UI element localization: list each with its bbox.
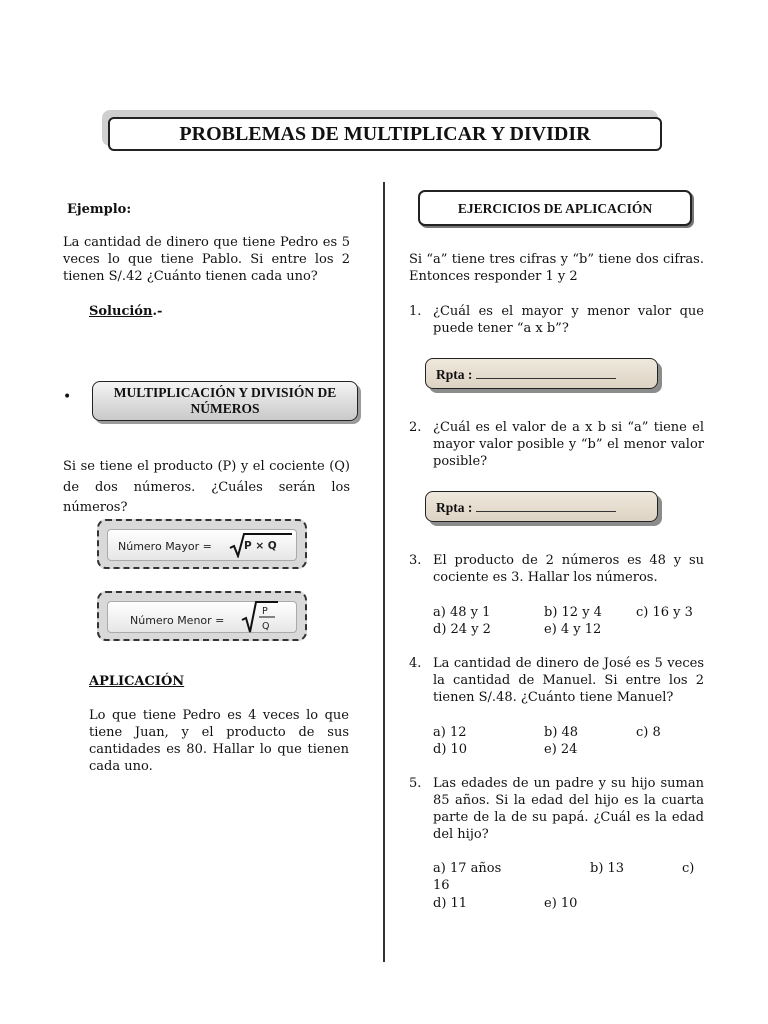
question-number: 3. — [409, 553, 422, 568]
formula-major-expr: P × Q — [244, 540, 277, 552]
question-number: 2. — [409, 420, 422, 435]
option: e) 4 y 12 — [544, 622, 602, 637]
section-title-box — [92, 381, 358, 421]
question-1 — [409, 303, 704, 337]
formula-minor-den: Q — [262, 621, 270, 632]
section-title-line-2: NÚMEROS — [190, 401, 260, 416]
option: d) 10 — [433, 742, 468, 757]
example-text: La cantidad de dinero que tiene Pedro es 5 veces lo que tiene Pablo. Si entre los 2 tienen S/.42 ¿Cuánto tienen cada uno? — [63, 235, 350, 284]
option: d) 24 y 2 — [433, 622, 491, 637]
option: a) 48 y 1 — [433, 605, 491, 620]
bullet-marker: • — [63, 389, 72, 405]
example-label: Ejemplo: — [67, 202, 132, 217]
answer-blank[interactable] — [476, 499, 616, 512]
formula-major-label: Número Mayor = — [118, 540, 212, 553]
solution-suffix: .- — [152, 304, 163, 319]
answer-box-2 — [425, 491, 658, 522]
question-5 — [409, 775, 704, 843]
question-3 — [409, 552, 704, 586]
question-text: ¿Cuál es el valor de a x b si “a” tiene el mayor valor posible y “b” el menor valor posible? — [433, 420, 704, 469]
question-text: El producto de 2 números es 48 y su cociente es 3. Hallar los números. — [433, 553, 704, 585]
answer-blank[interactable] — [476, 366, 616, 379]
page-title: PROBLEMAS DE MULTIPLICAR Y DIVIDIR — [108, 117, 662, 151]
formula-major-panel — [107, 529, 297, 561]
question-number: 4. — [409, 656, 422, 671]
column-divider — [383, 182, 385, 962]
option: c) — [682, 861, 695, 876]
question-text: ¿Cuál es el mayor y menor valor que puede tener “a x b”? — [433, 304, 704, 336]
formula-minor-panel — [107, 601, 297, 633]
question-text: La cantidad de dinero de José es 5 veces la cantidad de Manuel. Si entre los 2 tienen S/.48. ¿Cuánto tiene Manuel? — [433, 656, 704, 705]
sqrt-icon — [240, 600, 280, 634]
application-title: APLICACIÓN — [89, 674, 185, 689]
question-number: 1. — [409, 304, 422, 319]
option: c) 8 — [636, 725, 661, 740]
question-4 — [409, 655, 704, 706]
option: d) 11 — [433, 896, 468, 911]
question-number: 5. — [409, 776, 422, 791]
formula-minor-box — [97, 591, 307, 641]
answer-label: Rpta : — [436, 367, 473, 382]
option: a) 17 años — [433, 861, 502, 876]
formula-minor-label: Número Menor = — [130, 614, 225, 627]
formula-minor-num: P — [262, 606, 268, 617]
option: 16 — [433, 878, 450, 893]
exercises-title: EJERCICIOS DE APLICACIÓN — [418, 190, 692, 226]
answer-label: Rpta : — [436, 500, 473, 515]
option: e) 10 — [544, 896, 578, 911]
option: b) 12 y 4 — [544, 605, 602, 620]
answer-box-1 — [425, 358, 658, 389]
option: a) 12 — [433, 725, 467, 740]
section-title-line-1: MULTIPLICACIÓN Y DIVISIÓN DE — [113, 385, 337, 400]
formula-major-box — [97, 519, 307, 569]
application-text: Lo que tiene Pedro es 4 veces lo que tiene Juan, y el producto de sus cantidades es 80. Hallar lo que tienen cada uno. — [89, 708, 349, 774]
option: c) 16 y 3 — [636, 605, 693, 620]
formula-question: Si se tiene el producto (P) y el cociente (Q) de dos números. ¿Cuáles serán los números? — [63, 459, 350, 515]
option: b) 48 — [544, 725, 579, 740]
option: b) 13 — [590, 861, 625, 876]
question-text: Las edades de un padre y su hijo suman 85 años. Si la edad del hijo es la cuarta parte de la de su papá. ¿Cuál es la edad del hijo? — [433, 776, 704, 842]
solution-label: Solución — [89, 304, 153, 319]
exercises-intro: Si “a” tiene tres cifras y “b” tiene dos cifras. Entonces responder 1 y 2 — [409, 252, 704, 284]
solution-heading — [89, 303, 162, 320]
question-2 — [409, 419, 704, 470]
option: e) 24 — [544, 742, 578, 757]
